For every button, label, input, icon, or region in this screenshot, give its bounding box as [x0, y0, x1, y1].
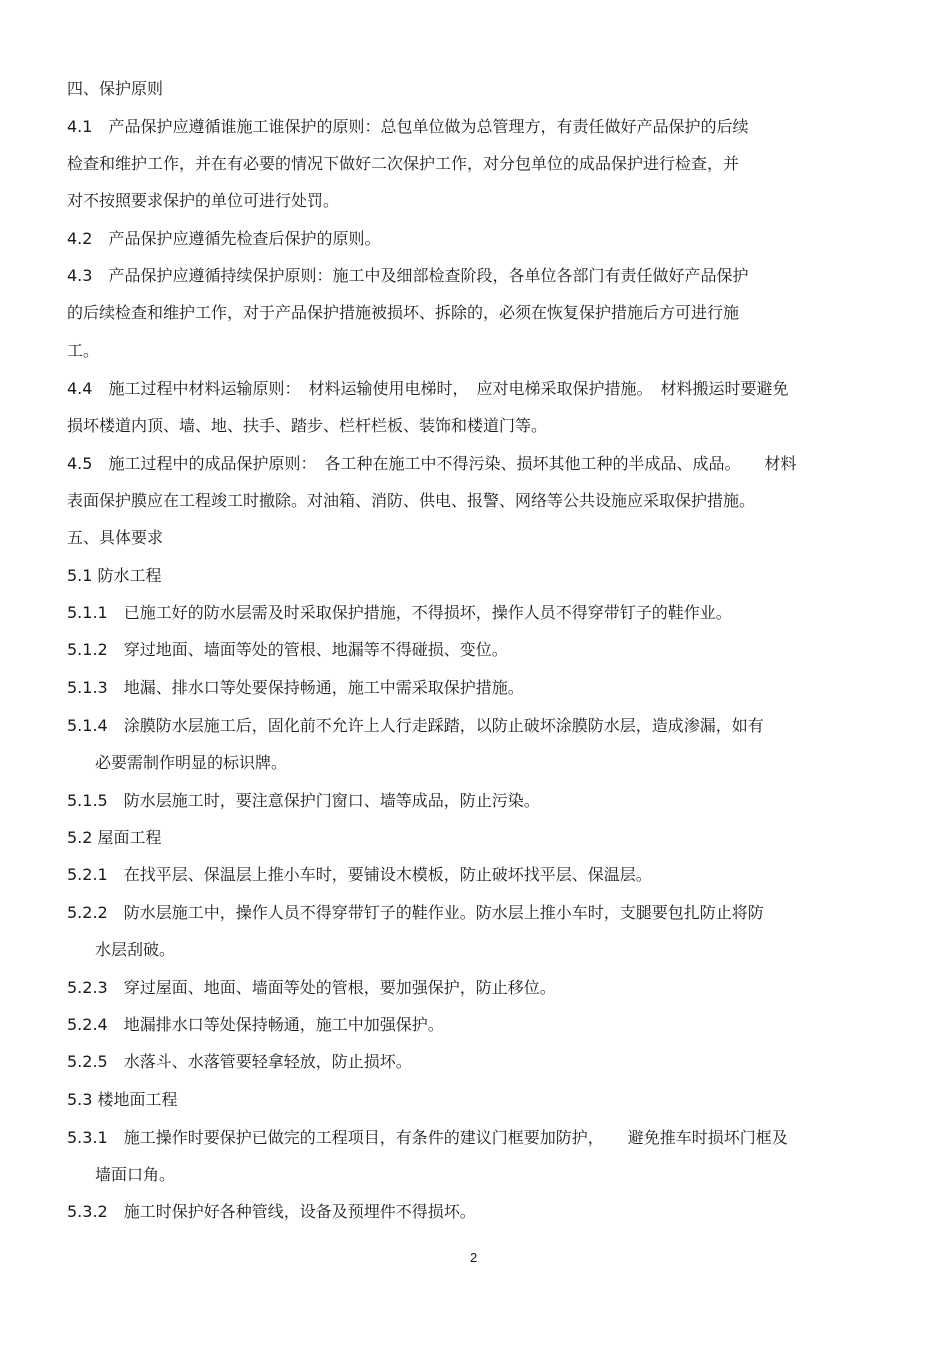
clause-5-1-1: 5.1.1 已施工好的防水层需及时采取保护措施，不得损坏，操作人员不得穿带钉子的鞋作业。	[67, 603, 732, 622]
section-5-2-title: 5.2 屋面工程	[67, 828, 162, 847]
clause-4-2: 4.2 产品保护应遵循先检查后保护的原则。	[67, 229, 381, 248]
heading-protection-principles: 四、保护原则	[67, 79, 164, 98]
section-5-3-title: 5.3 楼地面工程	[67, 1090, 178, 1109]
clause-4-1-line-3: 对不按照要求保护的单位可进行处罚。	[67, 191, 340, 210]
clause-4-3-line-1: 4.3 产品保护应遵循持续保护原则：施工中及细部检查阶段，各单位各部门有责任做好产品保护	[67, 266, 749, 285]
clause-5-2-1: 5.2.1 在找平层、保温层上推小车时，要铺设木模板，防止破坏找平层、保温层。	[67, 865, 652, 884]
clause-4-3-line-3: 工。	[67, 341, 100, 360]
clause-5-3-1-line-2: 墙面口角。	[95, 1165, 176, 1184]
clause-4-5-line-1: 4.5 施工过程中的成品保护原则： 各工种在施工中不得污染、损坏其他工种的半成品、成品。 材料	[67, 454, 797, 473]
clause-5-1-4-line-2: 必要需制作明显的标识牌。	[95, 753, 288, 772]
clause-4-1-line-1: 4.1 产品保护应遵循谁施工谁保护的原则：总包单位做为总管理方，有责任做好产品保护的后续	[67, 117, 749, 136]
clause-5-1-2: 5.1.2 穿过地面、墙面等处的管根、地漏等不得碰损、变位。	[67, 640, 508, 659]
section-5-1-title: 5.1 防水工程	[67, 566, 162, 585]
clause-4-1-line-2: 检查和维护工作，并在有必要的情况下做好二次保护工作，对分包单位的成品保护进行检查，并	[67, 154, 740, 173]
clause-5-2-2-line-1: 5.2.2 防水层施工中，操作人员不得穿带钉子的鞋作业。防水层上推小车时，支腿要包扎防止将防	[67, 903, 764, 922]
clause-5-2-3: 5.2.3 穿过屋面、地面、墙面等处的管根，要加强保护，防止移位。	[67, 978, 556, 997]
clause-5-3-1-line-1: 5.3.1 施工操作时要保护已做完的工程项目，有条件的建议门框要加防护， 避免推车时损坏门框及	[67, 1128, 788, 1147]
clause-5-2-5: 5.2.5 水落斗、水落管要轻拿轻放，防止损坏。	[67, 1052, 412, 1071]
clause-4-3-line-2: 的后续检查和维护工作，对于产品保护措施被损坏、拆除的，必须在恢复保护措施后方可进行施	[67, 303, 740, 322]
clause-5-1-4-line-1: 5.1.4 涂膜防水层施工后，固化前不允许上人行走踩踏，以防止破坏涂膜防水层，造成渗漏，如有	[67, 716, 764, 735]
clause-5-3-2: 5.3.2 施工时保护好各种管线，设备及预埋件不得损坏。	[67, 1202, 476, 1221]
clause-5-2-2-line-2: 水层刮破。	[95, 940, 176, 959]
clause-5-1-3: 5.1.3 地漏、排水口等处要保持畅通，施工中需采取保护措施。	[67, 678, 524, 697]
clause-5-2-4: 5.2.4 地漏排水口等处保持畅通，施工中加强保护。	[67, 1015, 444, 1034]
clause-4-5-line-2: 表面保护膜应在工程竣工时撤除。对油箱、消防、供电、报警、网络等公共设施应采取保护措施。	[67, 491, 756, 510]
page-number: 2	[470, 1250, 478, 1265]
clause-4-4-line-2: 损坏楼道内顶、墙、地、扶手、踏步、栏杆栏板、装饰和楼道门等。	[67, 416, 548, 435]
clause-5-1-5: 5.1.5 防水层施工时，要注意保护门窗口、墙等成品，防止污染。	[67, 791, 540, 810]
clause-4-4-line-1: 4.4 施工过程中材料运输原则： 材料运输使用电梯时， 应对电梯采取保护措施。 材料搬运时要避免	[67, 379, 789, 398]
heading-specific-requirements: 五、具体要求	[67, 528, 164, 547]
